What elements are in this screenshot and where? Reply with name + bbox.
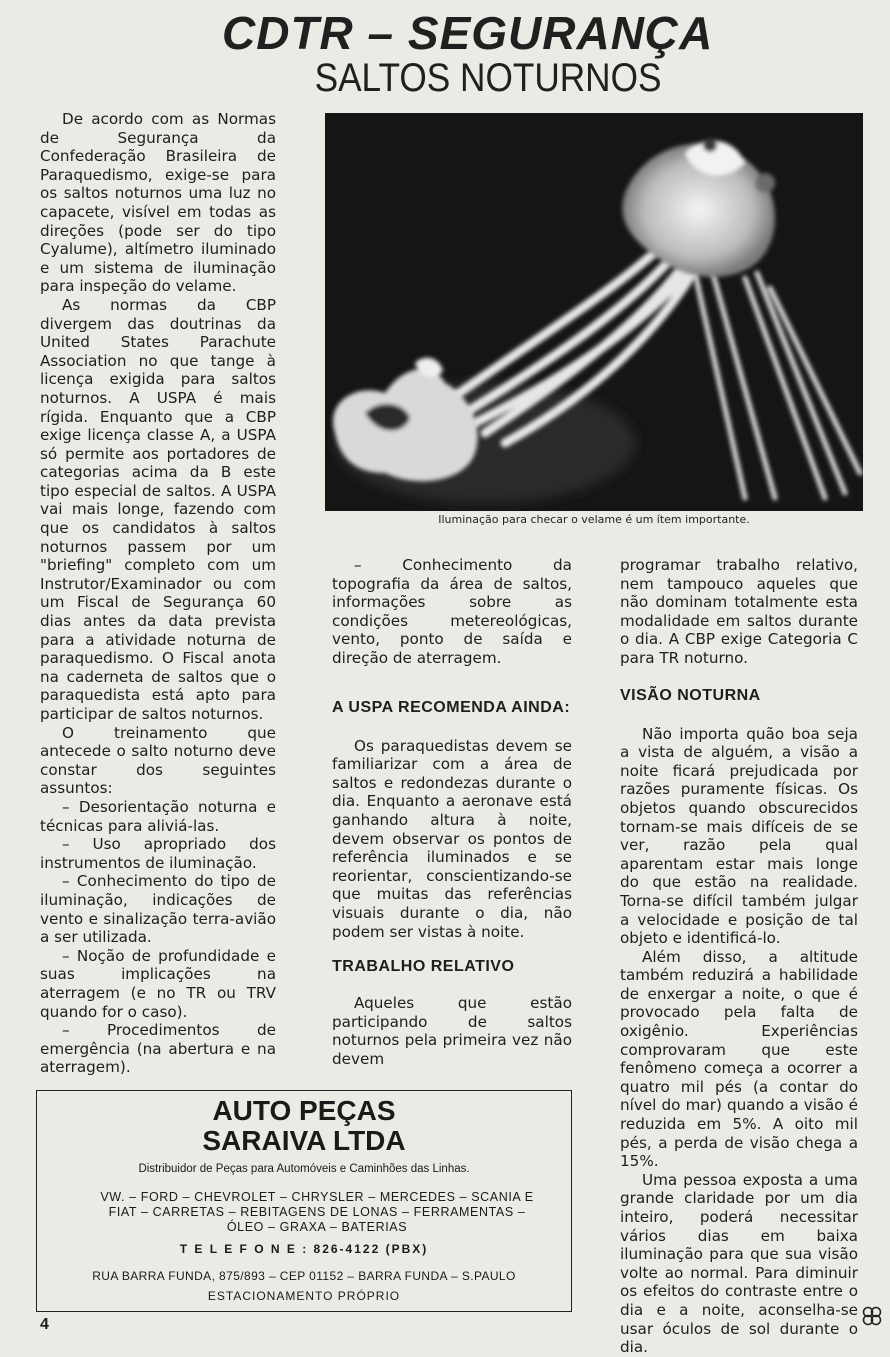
page-number: 4 — [40, 1316, 49, 1333]
ad-brands-line: VW. – FORD – CHEVROLET – CHRYSLER – MERCEDES – SCANIA E — [100, 1190, 534, 1204]
ornament-icon — [860, 1304, 884, 1328]
photo-caption: Iluminação para checar o velame é um ítem importante. — [438, 513, 750, 526]
ad-company-name: AUTO PEÇAS — [212, 1095, 396, 1126]
ad-parking: ESTACIONAMENTO PRÓPRIO — [207, 1289, 401, 1303]
ad-tagline: Distribuidor de Peças para Automóveis e Caminhões das Linhas. — [138, 1163, 470, 1175]
ad-brands-line: FIAT – CARRETAS – REBITAGENS DE LONAS – FERRAMENTAS – — [108, 1205, 526, 1219]
article-column-3 — [620, 556, 858, 1357]
list-item: – Desorientação noturna e técnicas para aliviá-las. — [40, 797, 276, 835]
paragraph: Os paraquedistas devem se familiarizar com a área de saltos e redondezas durante o dia. Enquanto a aeronave está ganhando altura à noite, devem observar os pontos de referência iluminados e se reorientar, conscientizando-se que muitas das referências visuais durante o dia, não podem ser vistas à noite. — [332, 736, 572, 941]
section-heading: A USPA RECOMENDA AINDA: — [332, 698, 571, 716]
paragraph: Aqueles que estão participando de saltos noturnos pela primeira vez não devem — [332, 994, 572, 1068]
list-item: – Conhecimento do tipo de iluminação, indicações de vento e sinalização terra-avião a ser utilizada. — [40, 872, 276, 947]
ad-phone: T E L E F O N E : 826-4122 (PBX) — [179, 1242, 429, 1256]
paragraph: O treinamento que antecede o salto noturno deve constar dos seguintes assuntos: — [40, 723, 276, 798]
section-heading: VISÃO NOTURNA — [620, 686, 761, 704]
page-title: CDTR – SEGURANÇA — [222, 7, 714, 59]
article-column-1 — [40, 110, 276, 1077]
page-subtitle: SALTOS NOTURNOS — [314, 56, 662, 100]
list-item: – Noção de profundidade e suas implicações na aterragem (e no TR ou TRV quando for o caso). — [40, 946, 276, 1021]
ad-company-name: SARAIVA LTDA — [202, 1125, 406, 1156]
paragraph: Uma pessoa exposta a uma grande claridade por um dia inteiro, poderá necessitar vários dias em baixa iluminação para que sua visão volte ao normal. Para diminuir os efeitos do contraste entre o dia e a noite, aconselha-se usar óculos de sol durante o dia. — [620, 1170, 858, 1357]
ad-brands — [77, 1190, 557, 1235]
list-item: – Uso apropriado dos instrumentos de iluminação. — [40, 835, 276, 872]
paragraph: De acordo com as Normas de Segurança da Confederação Brasileira de Paraquedismo, exige-se para os saltos noturnos uma luz no capacete, visível em todas as direções (pode ser do tipo Cyalume), altímetro iluminado e um sistema de iluminação para inspeção do velame. — [40, 110, 276, 296]
paragraph: Além disso, a altitude também reduzirá a habilidade de enxergar a noite, o que é provocado pela falta de oxigênio. Experiências comprovaram que este fenômeno começa a ocorrer a quatro mil pés (a contar do nível do mar) quando a visão é reduzida em 5%. A oito mil pés, a perda de visão chega a 15%. — [620, 947, 858, 1171]
list-item: – Conhecimento da topografia da área de saltos, informações sobre as condições metereológicas, vento, ponto de saída e direção de aterragem. — [332, 556, 572, 667]
paragraph: programar trabalho relativo, nem tampouco aqueles que não dominam totalmente esta modalidade em saltos durante o dia. A CBP exige Categoria C para TR noturno. — [620, 556, 858, 667]
article-column-2 — [332, 556, 572, 1068]
paragraph: As normas da CBP divergem das doutrinas da United States Parachute Association no que tange à licença exigida para saltos noturnos. A USPA é mais rígida. Enquanto que a CBP exige licença classe A, a USPA só permite aos portadores de categorias acima da B este tipo especial de saltos. A USPA vai mais longe, fazendo com que os candidatos à saltos noturnos passem por um "briefing" completo com um Instrutor/Examinador ou com um Fiscal de Segurança 60 dias antes da data prevista para a atividade noturna de paraquedismo. O Fiscal anota na caderneta de saltos que o paraquedista está apto para participar de saltos noturnos. — [40, 295, 276, 723]
paragraph: Não importa quão boa seja a vista de alguém, a visão a noite ficará prejudicada por razões puramente físicas. Os objetos quando obscurecidos tornam-se mais difíceis de se ver, razão pela qual aparentam estar mais longe do que estão na realidade. Torna-se difícil também julgar a velocidade e posição de tal objeto e identificá-lo. — [620, 724, 858, 948]
list-item: – Procedimentos de emergência (na abertura e na aterragem). — [40, 1021, 276, 1077]
ad-address: RUA BARRA FUNDA, 875/893 – CEP 01152 – BARRA FUNDA – S.PAULO — [92, 1269, 516, 1283]
parachute-photo — [325, 113, 863, 511]
illuminated-canopy-image — [325, 113, 863, 511]
ad-brands-line: ÓLEO – GRAXA – BATERIAS — [226, 1220, 408, 1234]
advertisement-box — [36, 1090, 572, 1312]
section-heading: TRABALHO RELATIVO — [332, 958, 515, 976]
